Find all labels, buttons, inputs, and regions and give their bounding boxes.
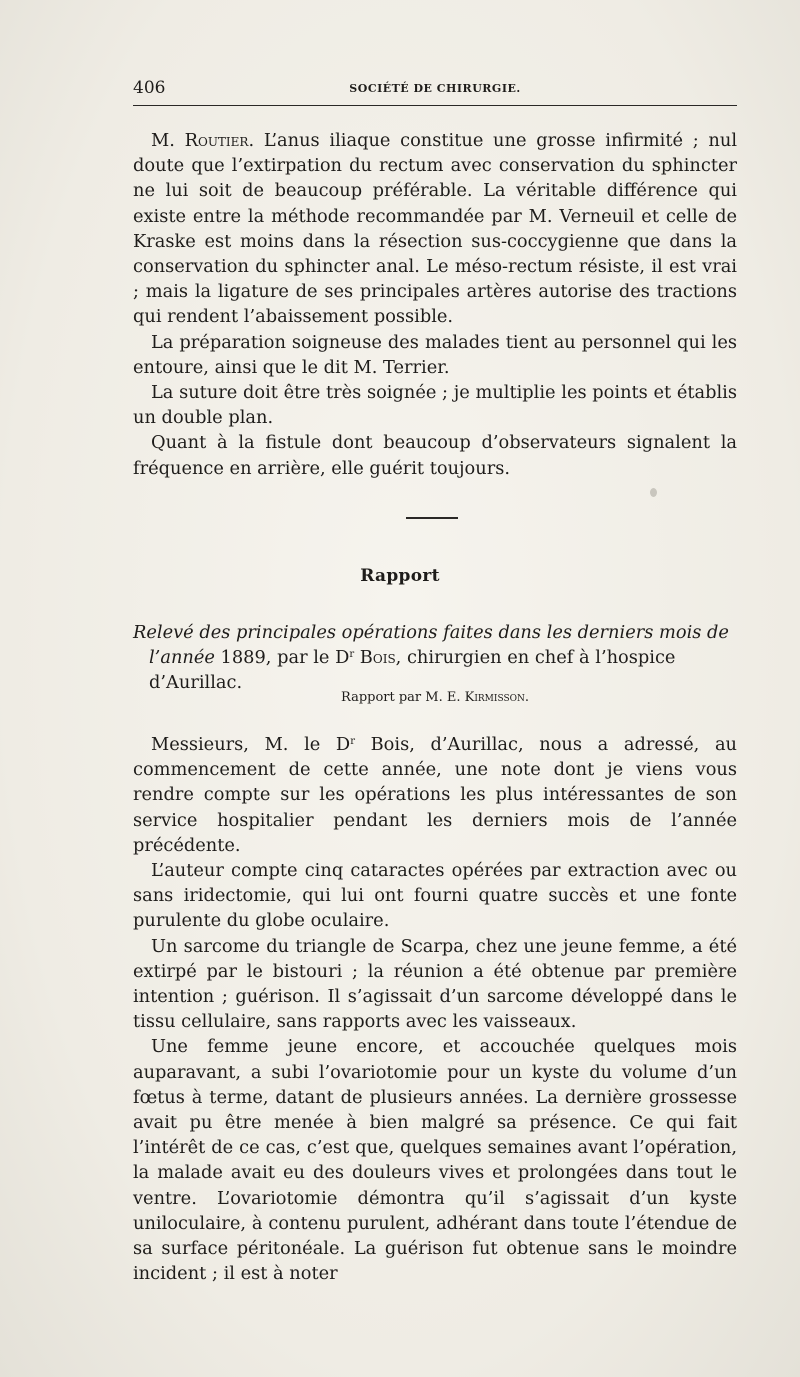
page-header — [133, 78, 737, 102]
report-body — [133, 732, 737, 1286]
report-byline: Rapport par M. E. Kirmisson. — [340, 690, 529, 705]
discussion-paragraph: Quant à la fistule dont beaucoup d’observateurs signalent la fréquence en arrière, elle guérit toujours. — [133, 432, 737, 479]
section-title: Rapport — [360, 566, 440, 586]
section-divider — [406, 517, 458, 519]
page-number: 406 — [133, 78, 166, 98]
report-paragraph: Un sarcome du triangle de Scarpa, chez une jeune femme, a été extirpé par le bistouri ; la réunion a été obtenue par première intention ; guérison. Il s’agissait d’un sarcome développé dans le tissu cellulaire, sans rapports avec les vaisseaux. — [133, 935, 737, 1033]
discussion-block — [133, 128, 737, 481]
discussion-paragraph: La suture doit être très soignée ; je multiplie les points et établis un double plan. — [133, 382, 737, 429]
speaker-name: Routier. — [184, 130, 255, 151]
header-rule — [133, 105, 737, 106]
report-title: Relevé des principales opérations faites dans les derniers mois de l’année 1889, par le $D^r$ Bois, chirurgien en chef à l’hospice d’Aurillac. — [133, 622, 729, 694]
paper-stain — [650, 488, 657, 497]
reporter-name: Kirmisson. — [464, 690, 529, 705]
discussion-paragraph: La préparation soigneuse des malades tient au personnel qui les entoure, ainsi que le dit M. Terrier. — [133, 331, 737, 378]
report-paragraph: Une femme jeune encore, et accouchée quelques mois auparavant, a subi l’ovariotomie pour un kyste du volume d’un fœtus à terme, datant de plusieurs années. La dernière grossesse avait pu être menée à bien malgré sa présence. Ce qui fait l’intérêt de ce cas, c’est que, quelques semaines avant l’opération, la malade avait eu des douleurs vives et prolongées dans tout le ventre. L’ovariotomie démontra qu’il s’agissait d’un kyste uniloculaire, à contenu purulent, adhérant dans toute l’étendue de sa surface péritonéale. La guérison fut obtenue sans le moindre incident ; il est à noter — [133, 1036, 737, 1285]
discussion-paragraph: M. Routier. L’anus iliaque constitue une grosse infirmité ; nul doute que l’extirpation du rectum avec conservation du sphincter ne lui soit de beaucoup préférable. La véritable différence qui existe entre la méthode recommandée par M. Verneuil et celle de Kraske est moins dans la résection sus-coccygienne que dans la conservation du sphincter anal. Le méso-rectum résiste, il est vrai ; mais la ligature de ses principales artères autorise des tractions qui rendent l’abaissement possible. — [133, 130, 738, 328]
report-paragraph: Messieurs, M. le $D^r$ Bois, d’Aurillac, nous a adressé, au commencement de cette année, une note dont je viens vous rendre compte sur les opérations les plus intéressantes de son service hospitalier pendant les derniers mois de l’année précédente. — [133, 734, 737, 856]
running-head: SOCIÉTÉ DE CHIRURGIE. — [349, 82, 521, 95]
report-paragraph: L’auteur compte cinq cataractes opérées par extraction avec ou sans iridectomie, qui lui ont fourni quatre succès et une fonte purulente du globe oculaire. — [133, 860, 737, 932]
